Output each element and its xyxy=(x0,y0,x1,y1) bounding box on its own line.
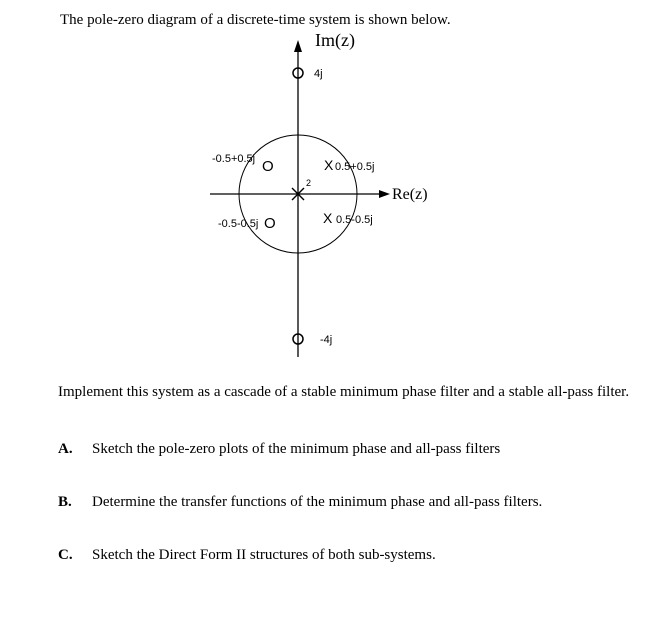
question-a-letter: A. xyxy=(58,441,73,457)
question-c-text: Sketch the Direct Form II structures of both sub-systems. xyxy=(92,547,436,563)
question-c-letter: C. xyxy=(58,547,73,563)
origin-pole-order: 2 xyxy=(306,178,312,188)
im-axis-label: Im(z) xyxy=(315,30,355,50)
pole-upper-right-marker: X xyxy=(324,157,334,173)
re-axis-label: Re(z) xyxy=(392,186,428,203)
zero-upper-left-marker: O xyxy=(262,158,274,175)
problem-intro: The pole-zero diagram of a discrete-time system is shown below. xyxy=(60,12,451,28)
question-a-text: Sketch the pole-zero plots of the minimum phase and all-pass filters xyxy=(92,441,501,457)
zero-bottom-label: -4j xyxy=(320,334,333,346)
question-b-text: Determine the transfer functions of the minimum phase and all-pass filters. xyxy=(92,494,543,510)
pole-lower-right-marker: X xyxy=(323,210,333,226)
zero-upper-left-label: -0.5+0.5j xyxy=(212,153,256,165)
pole-upper-right-label: 0.5+0.5j xyxy=(335,161,375,173)
instruction-text: Implement this system as a cascade of a stable minimum phase filter and a stable all-pass filter. xyxy=(58,384,630,400)
zero-top-label: 4j xyxy=(314,68,323,80)
zero-lower-left-label: -0.5-0.5j xyxy=(218,218,259,230)
pole-lower-right-label: 0.5-0.5j xyxy=(336,214,373,226)
real-axis-arrow xyxy=(379,190,390,198)
question-b-letter: B. xyxy=(58,494,72,510)
zero-lower-left-marker: O xyxy=(264,215,276,232)
imaginary-axis-arrow xyxy=(294,40,302,52)
